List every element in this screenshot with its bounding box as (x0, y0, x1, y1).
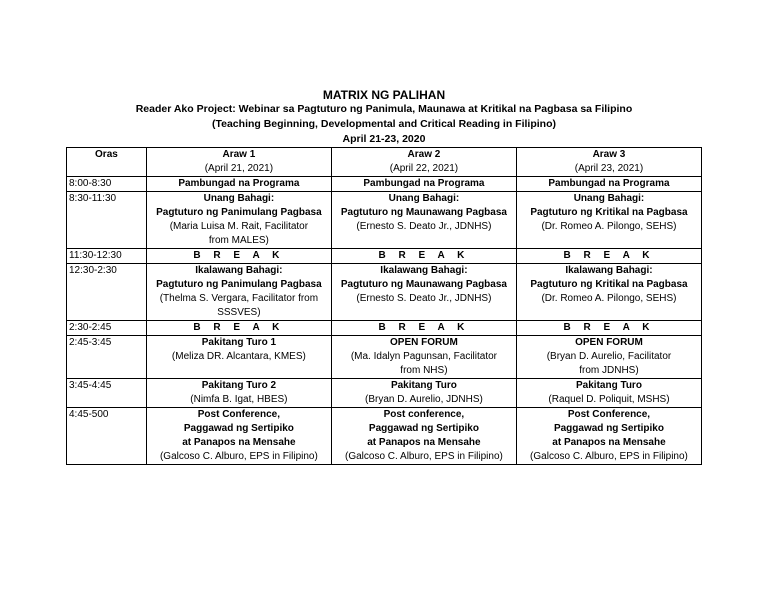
session-detail: (Galcoso C. Alburo, EPS in Filipino) (530, 451, 688, 462)
table-row (67, 336, 702, 379)
session-detail: (Ernesto S. Deato Jr., JDNHS) (356, 293, 492, 304)
header-day-2 (331, 148, 516, 177)
table-row (67, 321, 702, 336)
session-cell (331, 177, 516, 192)
session-detail: from JDNHS) (579, 365, 639, 376)
break-cell (146, 321, 331, 336)
session-cell (331, 408, 516, 465)
table-row (67, 408, 702, 465)
session-cell (146, 264, 331, 321)
table-row (67, 264, 702, 321)
session-detail: (Meliza DR. Alcantara, KMES) (171, 351, 306, 362)
time-cell: 8:00-8:30 (67, 177, 147, 192)
break-label: B R E A K (193, 322, 285, 333)
session-detail: (Raquel D. Poliquit, MSHS) (548, 394, 670, 405)
day-date: (April 23, 2021) (574, 163, 644, 174)
session-title: at Panapos na Mensahe (182, 437, 296, 448)
session-detail: from MALES) (208, 235, 269, 246)
header-day-3 (516, 148, 701, 177)
document-subtitle-english: (Teaching Beginning, Developmental and Critical Reading in Filipino) (212, 118, 556, 130)
session-cell (331, 264, 516, 321)
session-detail: (Ma. Idalyn Pagunsan, Facilitator (350, 351, 498, 362)
session-detail: (Maria Luisa M. Rait, Facilitator (169, 221, 309, 232)
session-detail: (Ernesto S. Deato Jr., JDNHS) (356, 221, 492, 232)
session-detail: (Galcoso C. Alburo, EPS in Filipino) (345, 451, 503, 462)
header-oras: Oras (67, 148, 147, 177)
schedule-table (66, 147, 702, 465)
break-label: B R E A K (193, 250, 285, 261)
break-label: B R E A K (563, 250, 655, 261)
document-dates: April 21-23, 2020 (342, 133, 426, 145)
document-title: MATRIX NG PALIHAN (322, 88, 446, 102)
session-detail: SSSVES) (217, 307, 261, 318)
session-cell (146, 336, 331, 379)
time-cell: 12:30-2:30 (67, 264, 147, 321)
session-title: Unang Bahagi: (388, 193, 460, 204)
break-cell (331, 249, 516, 264)
break-cell (331, 321, 516, 336)
time-cell: 2:45-3:45 (67, 336, 147, 379)
session-title: Paggawad ng Sertipiko (553, 423, 664, 434)
day-label: Araw 1 (222, 149, 256, 160)
break-cell (146, 249, 331, 264)
time-cell: 2:30-2:45 (67, 321, 147, 336)
header-day-1 (146, 148, 331, 177)
session-title: Pagtuturo ng Maunawang Pagbasa (340, 207, 507, 218)
session-cell (146, 177, 331, 192)
session-title: Ikalawang Bahagi: (565, 265, 653, 276)
session-title: Pambungad na Programa (363, 178, 485, 189)
session-detail: (Dr. Romeo A. Pilongo, SEHS) (541, 293, 677, 304)
day-label: Araw 3 (592, 149, 626, 160)
session-cell (516, 336, 701, 379)
session-title: Post Conference, (567, 409, 651, 420)
schedule-body (67, 177, 702, 465)
session-cell (146, 192, 331, 249)
session-cell (331, 192, 516, 249)
table-row (67, 379, 702, 408)
break-label: B R E A K (378, 250, 470, 261)
time-cell: 11:30-12:30 (67, 249, 147, 264)
session-cell (516, 264, 701, 321)
session-title: Pagtuturo ng Kritikal na Pagbasa (530, 207, 688, 218)
table-header-row (67, 148, 702, 177)
session-title: Pagtuturo ng Maunawang Pagbasa (340, 279, 507, 290)
session-title: Pambungad na Programa (548, 178, 670, 189)
session-cell (331, 379, 516, 408)
time-cell: 4:45-500 (67, 408, 147, 465)
session-title: Pagtuturo ng Panimulang Pagbasa (156, 279, 322, 290)
session-title: Pagtuturo ng Kritikal na Pagbasa (530, 279, 688, 290)
session-detail: (Thelma S. Vergara, Facilitator from (159, 293, 319, 304)
session-detail: (Bryan D. Aurelio, Facilitator (546, 351, 672, 362)
break-cell (516, 321, 701, 336)
table-row (67, 177, 702, 192)
time-cell: 8:30-11:30 (67, 192, 147, 249)
session-title: Pambungad na Programa (178, 178, 300, 189)
session-title: Ikalawang Bahagi: (195, 265, 283, 276)
session-cell (516, 408, 701, 465)
session-title: Pakitang Turo 1 (201, 337, 277, 348)
session-cell (146, 408, 331, 465)
session-title: Pakitang Turo (576, 380, 642, 391)
session-title: Post Conference, (197, 409, 281, 420)
document-subtitle: Reader Ako Project: Webinar sa Pagtuturo ng Panimula, Maunawa at Kritikal na Pagbasa sa Filipino (135, 103, 633, 115)
session-cell (146, 379, 331, 408)
day-date: (April 21, 2021) (204, 163, 274, 174)
session-detail: (Dr. Romeo A. Pilongo, SEHS) (541, 221, 677, 232)
session-title: OPEN FORUM (390, 337, 458, 348)
day-label: Araw 2 (407, 149, 441, 160)
session-detail: (Galcoso C. Alburo, EPS in Filipino) (159, 451, 318, 462)
session-detail: from NHS) (400, 365, 448, 376)
session-detail: (Nimfa B. Igat, HBES) (190, 394, 288, 405)
session-title: Paggawad ng Sertipiko (368, 423, 479, 434)
session-title: Ikalawang Bahagi: (380, 265, 468, 276)
session-cell (331, 336, 516, 379)
session-title: OPEN FORUM (575, 337, 643, 348)
session-title: Unang Bahagi: (203, 193, 275, 204)
session-title: Paggawad ng Sertipiko (183, 423, 294, 434)
session-title: Pagtuturo ng Panimulang Pagbasa (156, 207, 322, 218)
day-date: (April 22, 2021) (389, 163, 459, 174)
time-cell: 3:45-4:45 (67, 379, 147, 408)
session-title: at Panapos na Mensahe (367, 437, 481, 448)
session-cell (516, 379, 701, 408)
break-label: B R E A K (378, 322, 470, 333)
session-title: Pakitang Turo (390, 380, 457, 391)
table-row (67, 192, 702, 249)
session-cell (516, 177, 701, 192)
session-detail: (Bryan D. Aurelio, JDNHS) (365, 394, 483, 405)
table-row (67, 249, 702, 264)
session-title: Post conference, (383, 409, 465, 420)
session-title: at Panapos na Mensahe (552, 437, 666, 448)
session-title: Pakitang Turo 2 (201, 380, 277, 391)
break-cell (516, 249, 701, 264)
session-cell (516, 192, 701, 249)
break-label: B R E A K (563, 322, 655, 333)
session-title: Unang Bahagi: (573, 193, 645, 204)
